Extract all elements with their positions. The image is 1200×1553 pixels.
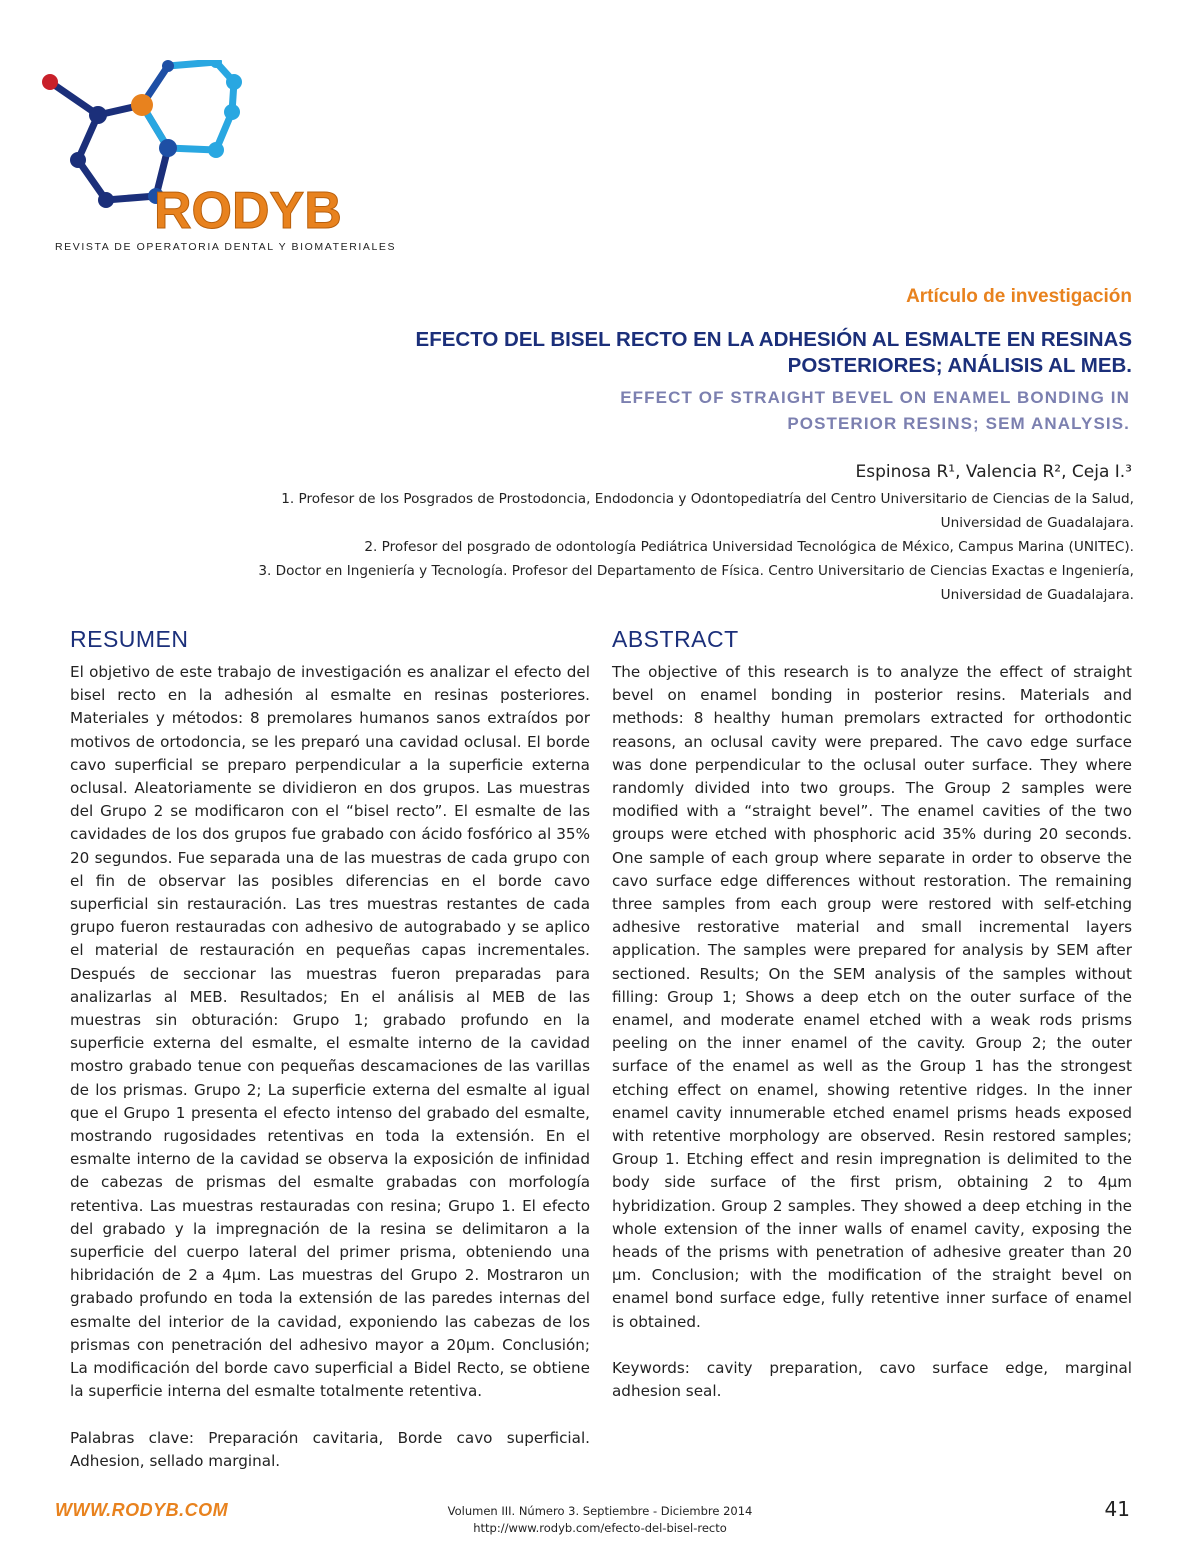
page-number: 41: [1104, 1497, 1130, 1521]
affiliations: [174, 487, 1134, 607]
footer-info: [380, 1503, 820, 1537]
resumen-heading: RESUMEN: [70, 626, 189, 652]
affiliation-line: Universidad de Guadalajara.: [940, 515, 1134, 531]
footer-website-link[interactable]: WWW.RODYB.COM: [55, 1500, 229, 1520]
footer-article-url[interactable]: http://www.rodyb.com/efecto-del-bisel-recto: [473, 1521, 727, 1535]
article-type: Artículo de investigación: [906, 286, 1132, 307]
title-spanish-line-1: EFECTO DEL BISEL RECTO EN LA ADHESIÓN AL ESMALTE EN RESINAS: [415, 328, 1132, 351]
resumen-body: El objetivo de este trabajo de investigación es analizar el efecto del bisel recto en la adhesión al esmalte en resinas posteriores. Materiales y métodos: 8 premolares humanos sanos extraídos por motivos de ortodoncia, se les preparó una cavidad oclusal. El borde cavo superficial se preparo perpendicular a la superficie externa oclusal. Aleatoriamente se dividieron en dos grupos. Las muestras del Grupo 2 se modificaron con el “bisel recto”. El esmalte de las cavidades de los dos grupos fue grabado con ácido fosfórico al 35% 20 segundos. Fue separada una de las muestras de cada grupo con el fin de observar las posibles diferencias en el borde cavo superficial sin restauración. Las tres muestras restantes de cada grupo fueron restauradas con adhesivo de autograbado y se aplico el material de restauración en pequeñas capas incrementales. Después de seccionar las muestras fueron preparadas para analizarlas al MEB. Resultados; En el análisis al MEB de las muestras sin obturación: Grupo 1; grabado profundo en la superficie externa del esmalte, el esmalte interno de la cavidad mostro grabado tenue con pequeñas descamaciones de las varillas de los prismas. Grupo 2; La superficie externa del esmalte al igual que el Grupo 1 presenta el efecto intenso del grabado del esmalte, mostrando rugosidades retentivas en toda la extensión. En el esmalte interno de la cavidad se observa la exposición de infinidad de cabezas de prismas del esmalte grabadas con morfología retentiva. Las muestras restauradas con resina; Grupo 1. El efecto del grabado y la impregnación de la resina se delimitaron a la superficie del cuerpo lateral del primer prisma, obteniendo una hibridación de 2 a 4µm. Las muestras del Grupo 2. Mostraron un grabado profundo en toda la extensión de las paredes internas del esmalte del interior de la cavidad, exponiendo las cabezas de los prismas con penetración del adhesivo mayor a 20µm. Conclusión; La modificación del borde cavo superficial a Bidel Recto, se obtiene la superficie interna del esmalte totalmente retentiva.: [70, 663, 590, 1401]
affiliation-line: 3. Doctor en Ingeniería y Tecnología. Profesor del Departamento de Física. Centro Universitario de Ciencias Exactas e Ingeniería,: [258, 563, 1134, 579]
affiliation-line: Universidad de Guadalajara.: [940, 587, 1134, 603]
rodyb-wordmark: RODYB: [154, 182, 342, 240]
resumen-section: [70, 626, 590, 1473]
title-english: [250, 385, 1130, 437]
abstract-heading: ABSTRACT: [612, 626, 739, 652]
abstract-body: The objective of this research is to analyze the effect of straight bevel on enamel bonding in posterior resins. Materials and methods: 8 healthy human premolars extracted for orthodontic reasons, an oclusal cavity were prepared. The cavo edge surface was done perpendicular to the oclusal outer surface. They where randomly divided into two groups. The Group 2 samples were modified with a “straight bevel”. The enamel cavities of the two groups were etched with phosphoric acid 35% during 20 seconds. One sample of each group where separate in order to observe the cavo surface edge differences without restoration. The remaining three samples from each group were restored with self-etching adhesive restorative material and small incremental layers application. The samples were prepared for analysis by SEM after sectioned. Results; On the SEM analysis of the samples without filling: Group 1; Shows a deep etch on the outer surface of the enamel, and moderate enamel etched with a weak rods prisms peeling on the inner enamel of the cavity. Group 2; the outer surface of the enamel as well as the Group 1 has the strongest etching effect on enamel, showing retentive ridges. In the inner enamel cavity innumerable etched enamel prisms heads exposed with retentive morphology are observed. Resin restored samples; Group 1. Etching effect and resin impregnation is delimited to the body side surface of the first prism, obtaining 2 to 4µm hybridization. Group 2 samples. They showed a deep etching in the whole extension of the inner walls of enamel cavity, exposing the heads of the prisms with penetration of adhesive greater than 20 µm. Conclusion; with the modification of the straight bevel on enamel bond surface edge, fully retentive inner surface of enamel is obtained.: [612, 663, 1132, 1331]
title-spanish: [252, 327, 1132, 379]
title-spanish-line-2: POSTERIORES; ANÁLISIS AL MEB.: [787, 354, 1132, 377]
authors: Espinosa R¹, Valencia R², Ceja I.³: [855, 462, 1132, 482]
footer-volume: Volumen III. Número 3. Septiembre - Diciembre 2014: [447, 1504, 753, 1518]
affiliation-line: 1. Profesor de los Posgrados de Prostodoncia, Endodoncia y Odontopediatría del Centro Universitario de Ciencias de la Salud,: [281, 491, 1134, 507]
abstract-section: [612, 626, 1132, 1403]
title-english-line-2: POSTERIOR RESINS; SEM ANALYSIS.: [787, 414, 1130, 433]
resumen-keywords: Palabras clave: Preparación cavitaria, Borde cavo superficial. Adhesion, sellado marginal.: [70, 1428, 590, 1470]
rodyb-logo: [38, 60, 408, 240]
affiliation-line: 2. Profesor del posgrado de odontología Pediátrica Universidad Tecnológica de México, Campus Marina (UNITEC).: [364, 539, 1134, 555]
abstract-keywords: Keywords: cavity preparation, cavo surface edge, marginal adhesion seal.: [612, 1358, 1132, 1401]
title-english-line-1: EFFECT OF STRAIGHT BEVEL ON ENAMEL BONDING IN: [620, 388, 1130, 407]
journal-tagline: REVISTA DE OPERATORIA DENTAL Y BIOMATERIALES: [55, 241, 397, 253]
